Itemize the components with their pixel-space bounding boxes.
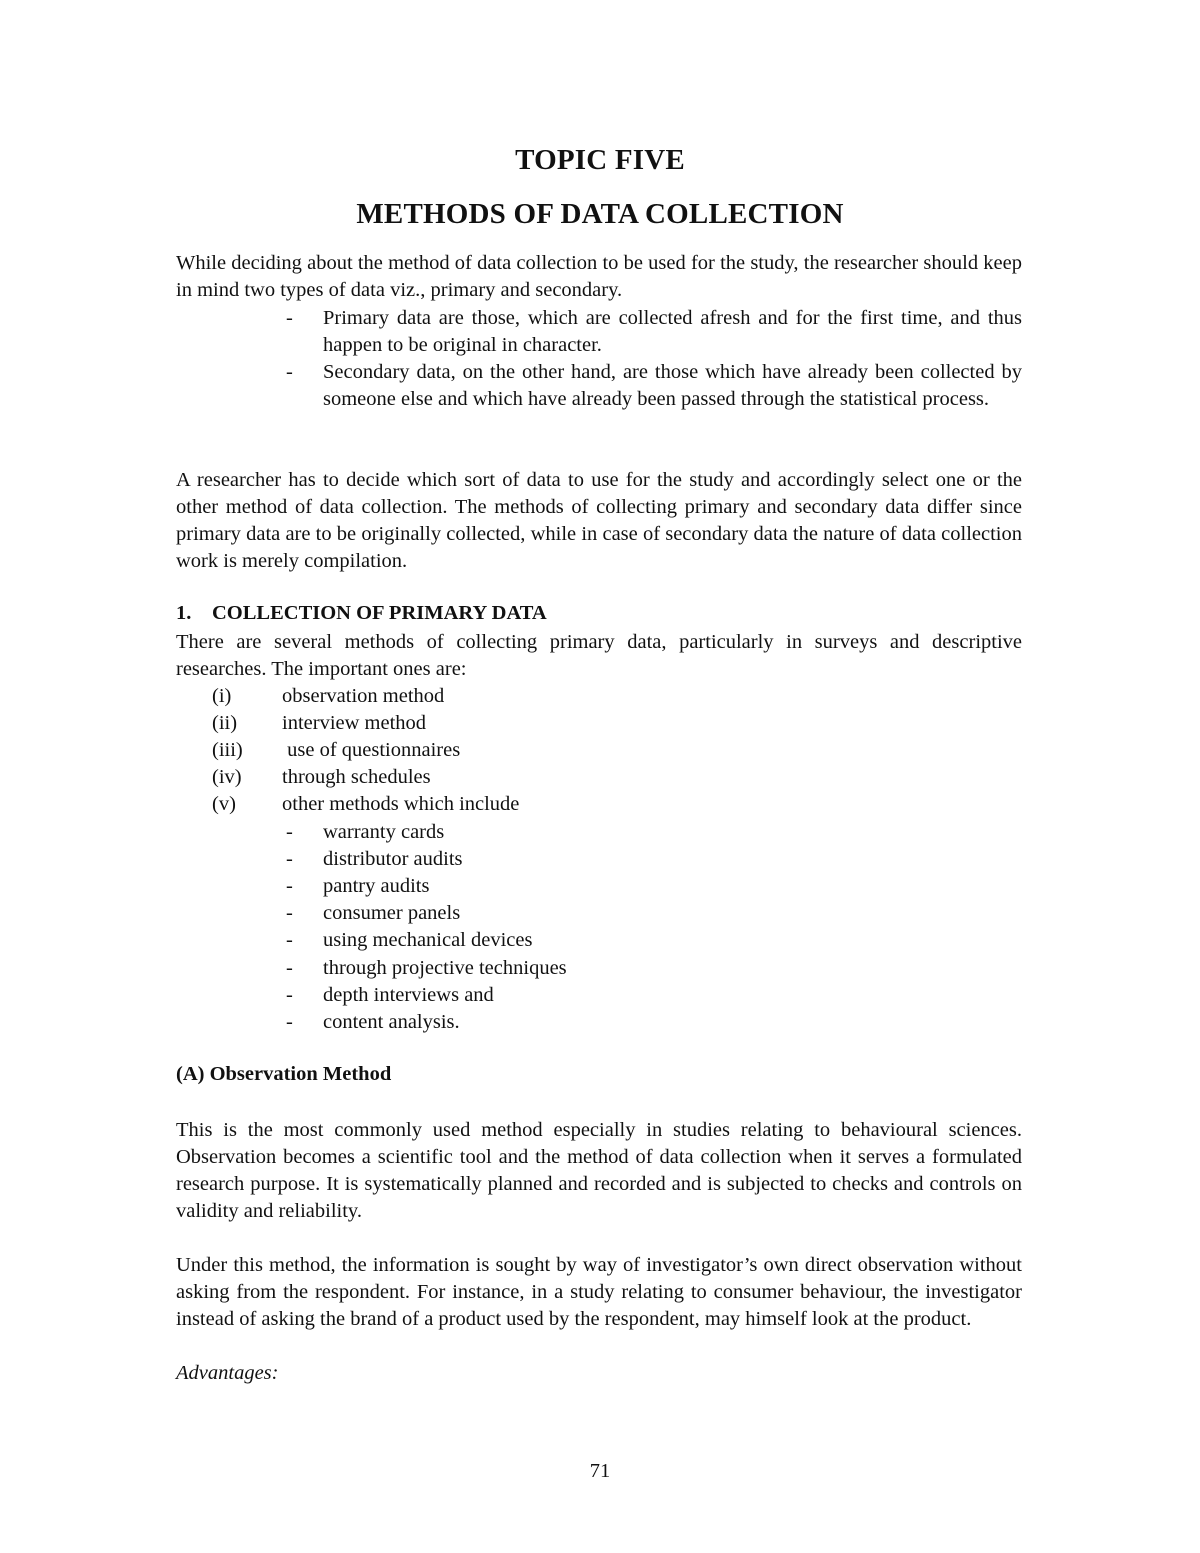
method-number: (i) <box>212 685 232 707</box>
other-method-text: content analysis. <box>323 1011 460 1033</box>
method-text: other methods which include <box>282 793 520 815</box>
bullet-dash: - <box>286 361 293 383</box>
bullet-text: Secondary data, on the other hand, are those which have already been collected by someone else and which have already been passed through the statistical process. <box>323 361 1022 410</box>
primary-data-intro: There are several methods of collecting primary data, particularly in surveys and descriptive researches. The important ones are: <box>176 631 1022 680</box>
section-heading-text: COLLECTION OF PRIMARY DATA <box>212 602 547 624</box>
bullet-dash: - <box>286 848 293 870</box>
page-title: TOPIC FIVE <box>515 144 685 176</box>
observation-paragraph-1: This is the most commonly used method especially in studies relating to behavioural sciences. Observation becomes a scientific tool and the method of data collection when it serves a formulated research purpose. It is systematically planned and recorded and is subjected to checks and controls on validity and reliability. <box>176 1119 1022 1222</box>
method-number: (iii) <box>212 739 243 761</box>
intro-paragraph: While deciding about the method of data collection to be used for the study, the researcher should keep in mind two types of data viz., primary and secondary. <box>176 252 1022 301</box>
method-text: observation method <box>282 685 445 707</box>
method-text: through schedules <box>282 766 431 788</box>
page-number: 71 <box>589 1460 611 1482</box>
bullet-dash: - <box>286 957 293 979</box>
other-method-text: distributor audits <box>323 848 463 870</box>
method-number: (ii) <box>212 712 238 734</box>
bullet-text: Primary data are those, which are collected afresh and for the first time, and thus happen to be original in character. <box>323 307 1022 356</box>
other-method-text: depth interviews and <box>323 984 494 1006</box>
bullet-dash: - <box>286 902 293 924</box>
bullet-dash: - <box>286 821 293 843</box>
section-number: 1. <box>176 602 192 624</box>
page-subtitle: METHODS OF DATA COLLECTION <box>356 198 844 230</box>
bullet-dash: - <box>286 984 293 1006</box>
other-method-text: using mechanical devices <box>323 929 533 951</box>
paragraph-data-choice: A researcher has to decide which sort of data to use for the study and accordingly select one or the other method of data collection. The methods of collecting primary and secondary data differ since primary data are to be originally collected, while in case of secondary data the nature of data collection work is merely compilation. <box>176 469 1022 572</box>
bullet-dash: - <box>286 929 293 951</box>
other-method-text: warranty cards <box>323 821 445 843</box>
other-method-text: pantry audits <box>323 875 430 897</box>
other-method-text: consumer panels <box>323 902 461 924</box>
section-heading-observation: (A) Observation Method <box>176 1063 392 1085</box>
advantages-label: Advantages: <box>176 1362 279 1384</box>
method-text: use of questionnaires <box>282 739 461 761</box>
section-heading-primary-data <box>176 602 547 625</box>
method-number: (iv) <box>212 766 242 788</box>
method-number: (v) <box>212 793 236 815</box>
method-text: interview method <box>282 712 427 734</box>
bullet-dash: - <box>286 1011 293 1033</box>
other-method-text: through projective techniques <box>323 957 567 979</box>
bullet-dash: - <box>286 307 293 329</box>
bullet-dash: - <box>286 875 293 897</box>
observation-paragraph-2: Under this method, the information is sought by way of investigator’s own direct observation without asking from the respondent. For instance, in a study relating to consumer behaviour, the investigator instead of asking the brand of a product used by the respondent, may himself look at the product. <box>176 1254 1022 1330</box>
